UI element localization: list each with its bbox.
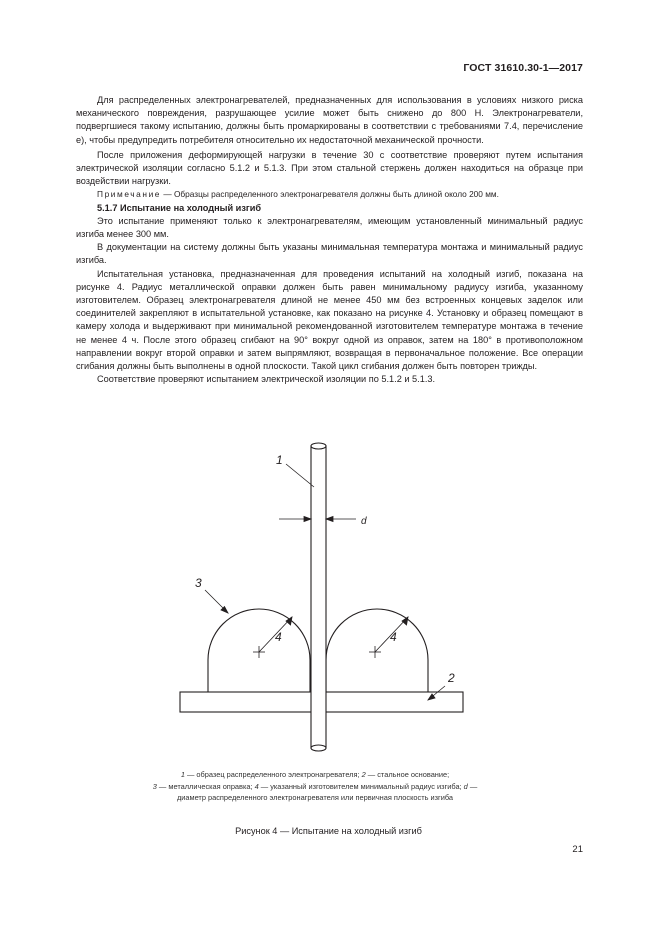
label-4-left: 4 [275, 630, 282, 644]
legend-text: — образец распределенного электронагревателя; [184, 770, 362, 779]
figure-legend [150, 769, 480, 804]
rod-bottom-end [311, 745, 326, 751]
legend-text: — указанный изготовителем минимальный радиус изгиба; [258, 781, 464, 791]
label-2: 2 [448, 671, 455, 685]
legend-text: — металлическая оправка; [156, 781, 255, 791]
paragraph: После приложения деформирующей нагрузки в течение 30 с соответствие проверяют путем испытания электрической изоляции согласно 5.1.2 и 5.1.3. При этом стальной стержень должен находиться на образце при воздействии нагрузки. [76, 149, 583, 187]
leader-1 [286, 464, 314, 487]
legend-key: d [463, 781, 468, 791]
specimen-rod [311, 446, 326, 748]
figure-cold-bend [0, 430, 661, 765]
page-number: 21 [572, 844, 583, 855]
legend-key: 2 [361, 770, 366, 779]
label-4-right: 4 [390, 630, 397, 644]
paragraph: Соответствие проверяют испытанием электрической изоляции по 5.1.2 и 5.1.3. [97, 374, 436, 385]
note-label: Примечание [97, 189, 162, 200]
legend-text: — стальное основание; [365, 770, 450, 779]
paragraph: В документации на систему должны быть указаны минимальная температура монтажа и минимальный радиус изгиба. [76, 242, 583, 266]
body-text [76, 94, 583, 386]
mandrel-right [326, 609, 428, 692]
document-header: ГОСТ 31610.30-1—2017 [463, 62, 583, 74]
rod-top-end [311, 443, 326, 449]
label-1: 1 [276, 453, 283, 467]
legend-key: 1 [180, 770, 185, 779]
paragraph: Для распределенных электронагревателей, предназначенных для использования в условиях низкого риска механического повреждения, разрушающее усилие может быть снижено до 800 Н. Электронагреватели, подвергшиеся такому испытанию, должны быть промаркированы в соответствии с требованиями 7.4, перечисление е), чтобы предупредить потребителя относительно их недостаточной механической прочности. [76, 95, 583, 145]
paragraph: Испытательная установка, предназначенная для проведения испытаний на холодный изгиб, показана на рисунке 4. Радиус металлической оправки должен быть равен минимальному радиусу изгиба, указанному изготовителем. Образец электронагревателя длиной не менее 450 мм без встроенных концевых заделок или соединителей закрепляют в испытательной установке, как показано на рисунке 4. Установку и образец помещают в камеру холода и выдерживают при минимальной рекомендованной изготовителем температуре монтажа в течение не менее 4 ч. После этого образец сгибают на 90° вокруг одной из оправок, затем на 180° в противоположном направлении вокруг второй оправки и затем выпрямляют, возвращая в первоначальное положение. Все операции сгибания должны быть выполнены в одной плоскости. Такой цикл сгибания должен быть повторен трижды. [76, 268, 583, 372]
legend-key: 4 [254, 781, 259, 791]
section-title: 5.1.7 Испытание на холодный изгиб [97, 202, 262, 213]
legend-text: — диаметр распределенного электронагревателя или первичная плоскость изгиба [176, 781, 478, 803]
label-d: d [361, 516, 367, 527]
caption-text: Рисунок 4 — Испытание на холодный изгиб [235, 826, 422, 836]
label-3: 3 [195, 576, 202, 590]
legend-key: 3 [152, 781, 157, 791]
figure-caption [0, 826, 661, 836]
note-text: — Образцы распределенного электронагревателя должны быть длиной около 200 мм. [161, 189, 499, 200]
note [76, 188, 583, 201]
paragraph: Это испытание применяют только к электронагревателям, имеющим установленный минимальный радиус изгиба менее 300 мм. [76, 215, 583, 240]
